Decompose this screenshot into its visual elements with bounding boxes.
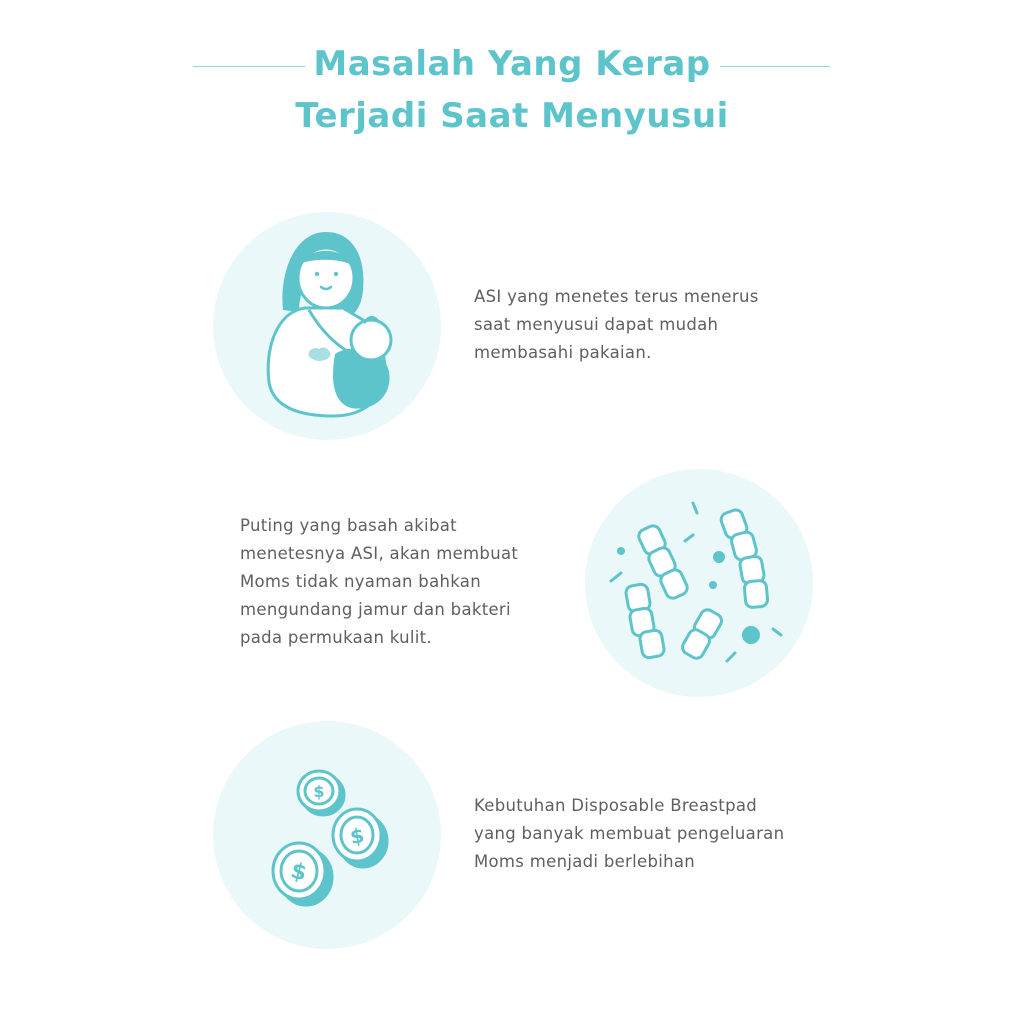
svg-text:$: $	[348, 822, 367, 850]
item-2-line-4: mengundang jamur dan bakteri	[240, 600, 511, 619]
svg-text:$: $	[287, 858, 310, 887]
svg-text:$: $	[313, 782, 325, 801]
item-2-illustration	[585, 469, 813, 697]
item-3-line-2: yang banyak membuat pengeluaran	[474, 824, 785, 843]
item-3-line-1: Kebutuhan Disposable Breastpad	[474, 796, 758, 815]
coins-icon	[213, 721, 441, 949]
bacteria-icon	[585, 469, 813, 697]
item-1-line-3: membasahi pakaian.	[474, 343, 652, 362]
page-title-line-1: Masalah Yang Kerap	[313, 44, 711, 84]
item-2-line-1: Puting yang basah akibat	[240, 516, 457, 535]
item-2-text	[240, 512, 518, 652]
item-1-illustration	[213, 212, 441, 440]
item-2-line-5: pada permukaan kulit.	[240, 628, 432, 647]
item-3-illustration	[213, 721, 441, 949]
item-2-line-3: Moms tidak nyaman bahkan	[240, 572, 481, 591]
page-title	[0, 38, 1024, 142]
item-3-line-3: Moms menjadi berlebihan	[474, 852, 696, 871]
page-title-line-2: Terjadi Saat Menyusui	[295, 96, 729, 136]
item-1-line-2: saat menyusui dapat mudah	[474, 315, 719, 334]
item-2-line-2: menetesnya ASI, akan membuat	[240, 544, 519, 563]
item-1-line-1: ASI yang menetes terus menerus	[474, 287, 759, 306]
item-3-text	[474, 792, 784, 876]
item-1-text	[474, 283, 759, 367]
breastfeeding-mother-icon	[213, 212, 441, 440]
